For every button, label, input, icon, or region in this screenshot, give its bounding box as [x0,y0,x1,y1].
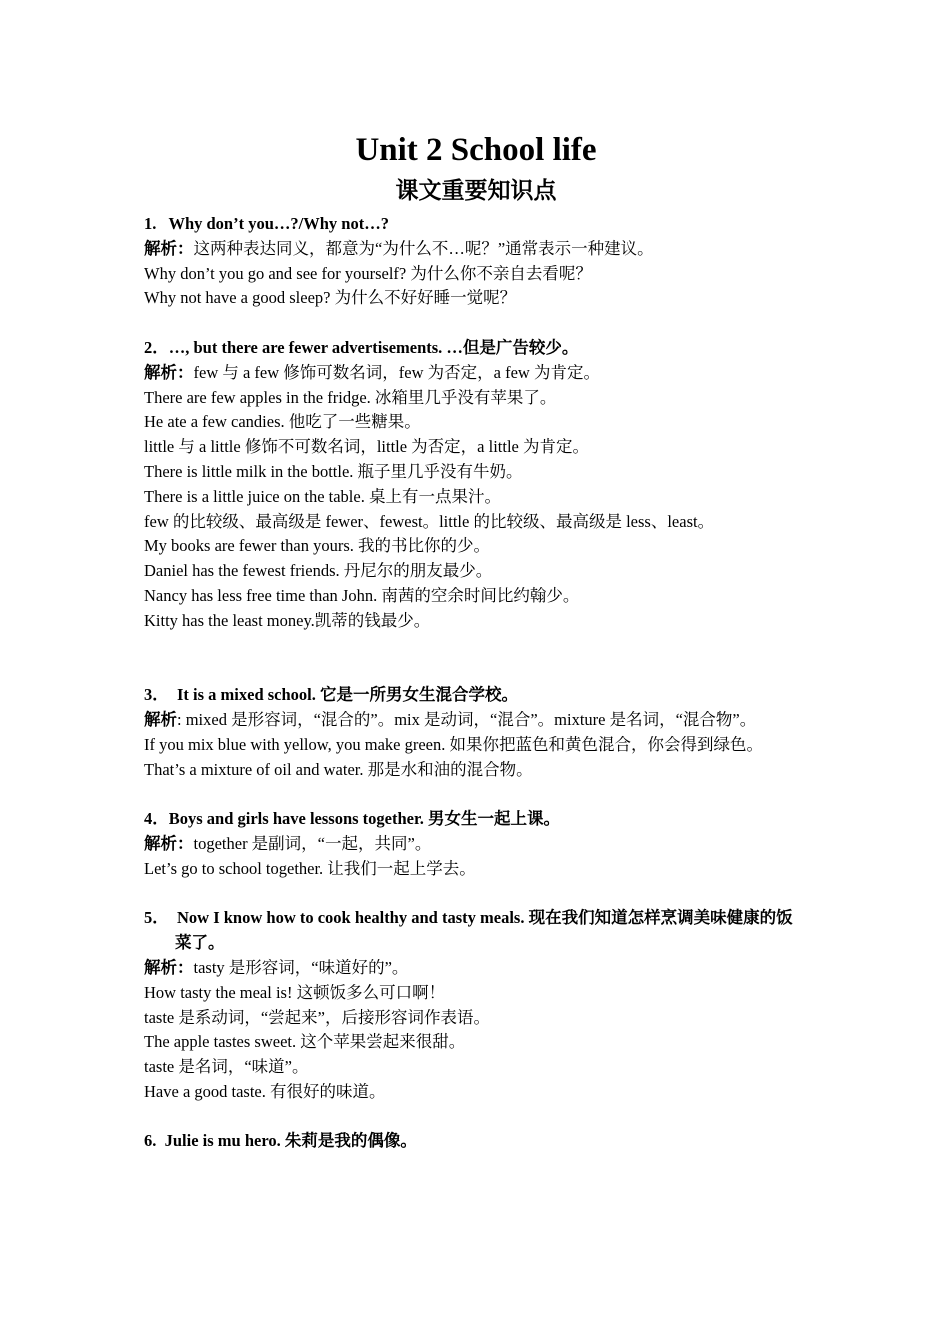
example-line: Have a good taste. 有很好的味道。 [144,1081,386,1101]
example-line: Daniel has the fewest friends. 丹尼尔的朋友最少。 [144,561,493,581]
explanation-line [144,708,808,733]
explanation-label: 解析： [144,238,194,258]
document-page [144,128,808,1154]
example-line: He ate a few candies. 他吃了一些糖果。 [144,412,421,432]
section-heading: 4．Boys and girls have lessons together. 男女生一起上课。 [144,809,561,829]
explanation-line [144,361,808,386]
explanation-line [144,237,808,262]
explanation-label: 解析： [144,362,194,382]
explanation-label: 解析： [144,957,194,977]
example-line: taste 是系动词，“尝起来”，后接形容词作表语。 [144,1007,491,1027]
example-line: Why not have a good sleep? 为什么不好好睡一觉呢？ [144,288,517,308]
document-title: Unit 2 School life [355,132,597,168]
explanation-label: 解析： [144,833,194,853]
example-line: few 的比较级、最高级是 fewer、fewest。little 的比较级、最高级是 less、least。 [144,511,715,531]
example-line: taste 是名词，“味道”。 [144,1057,309,1077]
example-line: Why don’t you go and see for yourself? 为什么你不亲自去看呢？ [144,263,592,283]
section-2 [144,336,808,634]
example-line: There are few apples in the fridge. 冰箱里几乎没有苹果了。 [144,387,557,407]
section-1 [144,212,808,311]
explanation-text: tasty 是形容词，“味道好的”。 [193,957,409,977]
section-heading: 3． It is a mixed school. 它是一所男女生混合学校。 [144,685,519,705]
explanation-text: 这两种表达同义，都意为“为什么不…呢？”通常表示一种建议。 [193,238,654,258]
example-line: If you mix blue with yellow, you make green. 如果你把蓝色和黄色混合，你会得到绿色。 [144,734,763,754]
section-heading: 6. Julie is mu hero. 朱莉是我的偶像。 [144,1131,417,1151]
section-5 [144,906,808,1104]
explanation-text: : mixed 是形容词，“混合的”。mix 是动词，“混合”。mixture 是名词，“混合物”。 [177,709,757,729]
example-line: The apple tastes sweet. 这个苹果尝起来很甜。 [144,1032,466,1052]
example-line: My books are fewer than yours. 我的书比你的少。 [144,536,490,556]
section-heading: 2．…, but there are fewer advertisements. …但是广告较少。 [144,337,579,357]
section-4 [144,807,808,881]
section-heading: 1. Why don’t you…?/Why not…? [144,214,389,233]
explanation-line [144,832,808,857]
section-3 [144,683,808,782]
explanation-label: 解析 [144,709,177,729]
explanation-line [144,956,808,981]
example-line: There is little milk in the bottle. 瓶子里几乎没有牛奶。 [144,461,523,481]
section-6 [144,1129,808,1154]
document-subtitle: 课文重要知识点 [395,178,557,203]
section-heading: 5． Now I know how to cook healthy and tasty meals. 现在我们知道怎样烹调美味健康的饭菜了。 [144,908,793,953]
example-line: How tasty the meal is! 这顿饭多么可口啊！ [144,982,446,1002]
example-line: Let’s go to school together. 让我们一起上学去。 [144,858,476,878]
example-line: little 与 a little 修饰不可数名词，little 为否定，a little 为肯定。 [144,437,590,457]
example-line: There is a little juice on the table. 桌上有一点果汁。 [144,486,501,506]
example-line: That’s a mixture of oil and water. 那是水和油的混合物。 [144,759,533,779]
example-line: Nancy has less free time than John. 南茜的空余时间比约翰少。 [144,585,580,605]
explanation-text: few 与 a few 修饰可数名词，few 为否定，a few 为肯定。 [193,362,600,382]
example-line: Kitty has the least money.凯蒂的钱最少。 [144,610,431,630]
explanation-text: together 是副词，“一起，共同”。 [193,833,432,853]
